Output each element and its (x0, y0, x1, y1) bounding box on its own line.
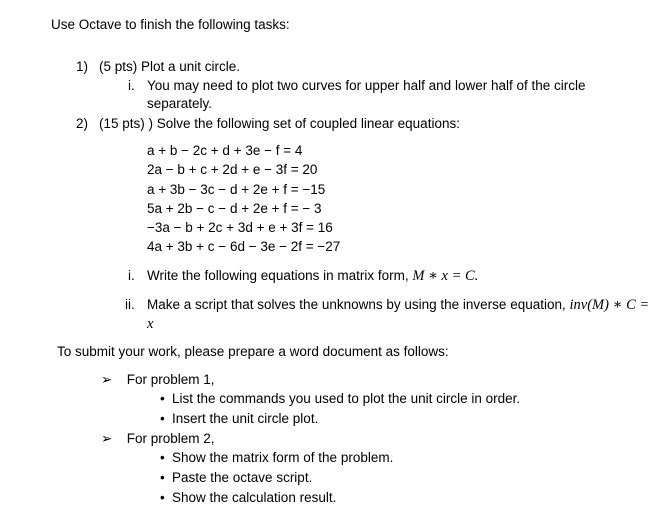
problem1-title: For problem 1, (126, 372, 215, 387)
equation-4: 5a + 2b − c − d + 2e + f = − 3 (147, 201, 322, 216)
task2-sub-i-number: i. (128, 268, 135, 283)
task2-sub-ii-number: ii. (125, 297, 135, 312)
equation-3: a + 3b − 3c − d + 2e + f = −15 (147, 182, 326, 197)
bullet-dot-icon: • (160, 450, 165, 465)
task2-sub-ii-math: inv(M) ∗ C = (569, 297, 650, 313)
problem2-item-1 (160, 449, 393, 467)
task2-sub-ii-math2: x (147, 316, 154, 332)
problem2-item-1-text: Show the matrix form of the problem. (172, 450, 394, 465)
problem1-item-2 (160, 410, 318, 428)
task1-sub-i-number: i. (128, 78, 135, 93)
task2-sub-i-math: M ∗ x = C. (412, 268, 479, 284)
equation-5: −3a − b + 2c + 3d + e + 3f = 16 (147, 220, 333, 235)
task2-sub-ii-text: Make a script that solves the unknowns by using the inverse equation, (147, 297, 566, 312)
bullet-dot-icon: • (160, 490, 165, 505)
submit-heading: To submit your work, please prepare a word document as follows: (57, 344, 449, 359)
task2-sub-i-text: Write the following equations in matrix form, (147, 268, 409, 283)
task2-sub-i-line (147, 267, 478, 285)
bullet-dot-icon: • (160, 470, 165, 485)
problem1-item-2-text: Insert the unit circle plot. (172, 411, 319, 426)
problem1-item-1 (160, 390, 520, 408)
problem1-item-1-text: List the commands you used to plot the unit circle in order. (172, 391, 521, 406)
problem2-item-2 (160, 469, 312, 487)
equation-1: a + b − 2c + d + 3e − f = 4 (147, 143, 303, 158)
arrow-bullet-icon: ➢ (101, 431, 113, 446)
problem2-bullet-line (101, 430, 215, 448)
task2-text: (15 pts) ) Solve the following set of coupled linear equations: (99, 116, 460, 131)
equation-6: 4a + 3b + c − 6d − 3e − 2f = −27 (147, 239, 341, 254)
task1-text: (5 pts) Plot a unit circle. (99, 59, 241, 74)
problem1-bullet-line (101, 371, 215, 389)
task1-sub-i-line1: You may need to plot two curves for upper half and lower half of the circle (147, 78, 586, 93)
problem2-title: For problem 2, (126, 431, 215, 446)
problem2-item-3 (160, 489, 336, 507)
task2-sub-ii-line (147, 296, 649, 314)
intro-text: Use Octave to finish the following tasks: (51, 17, 290, 32)
problem2-item-3-text: Show the calculation result. (172, 490, 337, 505)
bullet-dot-icon: • (160, 411, 165, 426)
task1-number: 1) (76, 59, 89, 74)
task1-sub-i-line2: separately. (147, 96, 213, 111)
equation-2: 2a − b + c + 2d + e − 3f = 20 (147, 162, 318, 177)
arrow-bullet-icon: ➢ (101, 372, 113, 387)
task2-number: 2) (76, 116, 89, 131)
problem2-item-2-text: Paste the octave script. (172, 470, 313, 485)
bullet-dot-icon: • (160, 391, 165, 406)
